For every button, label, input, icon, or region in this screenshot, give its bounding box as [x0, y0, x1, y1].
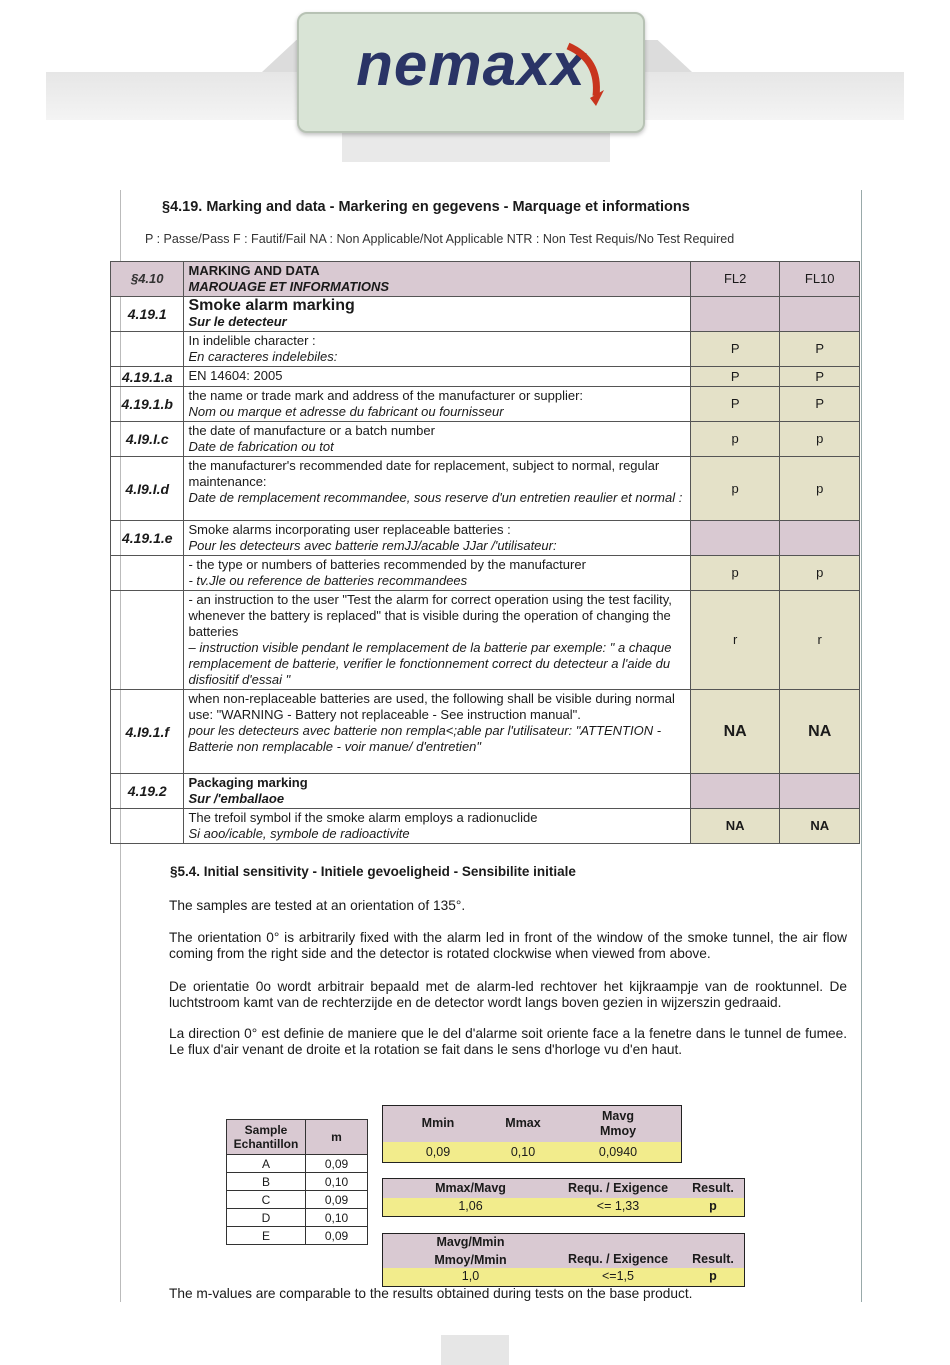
box1-mmin-label: Mmin: [421, 1116, 455, 1130]
stats-box-3-values: [383, 1268, 744, 1286]
para-nl: De orientatie 0o wordt arbitrair bepaald met de alarm-led rechtover het kijkraampje van de rooktunnel. De luchtstroom kamt van de rechterzijde en de detector wordt langs boven gezien in wijzerszin gedraaid.: [169, 979, 847, 1010]
row-result-fl10: [780, 297, 860, 332]
box3-ratio-label: Mavg/Mmin: [436, 1235, 505, 1249]
row-fr: pour les detecteurs avec batterie non rempla<;able par l'utilisateur: "ATTENTION - Batterie non remplacable - voir manue/ d'entretien": [188, 723, 662, 754]
logo-swoosh-icon: [560, 40, 610, 110]
legend-line: P : Passe/Pass F : Fautif/Fail NA : Non Applicable/Not Applicable NTR : Non Test Requis/No Test Required: [145, 232, 735, 246]
row-result-fl10: P: [780, 332, 860, 367]
box2-requirement-value: <= 1,33: [596, 1199, 640, 1213]
row-result-fl2: NA: [690, 809, 780, 844]
box2-requirement-label: Requ. / Exigence: [567, 1181, 669, 1195]
row-result-fl2: [690, 521, 780, 556]
marking-table: [110, 261, 860, 844]
samples-head-fr: Echantillon: [233, 1137, 299, 1151]
row-text: [184, 690, 690, 774]
box1-mmax-value: 0,10: [510, 1145, 536, 1159]
box1-mavg-value: 0,0940: [598, 1145, 638, 1159]
sample-m: 0,10: [306, 1209, 368, 1227]
row-fr: Pour les detecteurs avec batterie remJJ/acable JJar /'utilisateur:: [188, 538, 557, 553]
row-result-fl10: [780, 774, 860, 809]
row-text: [184, 556, 690, 591]
box2-result-label: Result.: [692, 1181, 734, 1195]
section-419-title: §4.19. Marking and data - Markering en gegevens - Marquage et informations: [162, 199, 690, 215]
row-text: [184, 297, 690, 332]
row-num: 4.19.1.e: [111, 521, 184, 556]
row-num: [111, 591, 184, 690]
row-en: Packaging marking: [188, 775, 308, 790]
row-num: [111, 332, 184, 367]
box1-mmoy-label: Mmoy: [599, 1124, 637, 1138]
row-result-fl10: P: [780, 367, 860, 387]
box3-requirement-value: <=1,5: [602, 1269, 634, 1283]
stats-box-2-header: [383, 1179, 744, 1198]
row-en: the manufacturer's recommended date for replacement, subject to normal, regular maintenance:: [188, 458, 660, 489]
row-text: [184, 367, 690, 387]
box3-ratio-value: 1,0: [461, 1269, 480, 1283]
box3-requirement-label: Requ. / Exigence: [567, 1252, 669, 1266]
box3-ratio-label-fr: Mmoy/Mmin: [434, 1253, 507, 1267]
header-col-fl10: FL10: [780, 262, 860, 297]
row-num: 4.19.1.b: [111, 387, 184, 422]
section-54-title: §5.4. Initial sensitivity - Initiele gevoeligheid - Sensibilite initiale: [170, 864, 576, 879]
row-num: 4.I9.1.f: [111, 690, 184, 774]
row-en: the date of manufacture or a batch number: [188, 423, 435, 438]
box1-mmin-value: 0,09: [425, 1145, 451, 1159]
row-num: [111, 556, 184, 591]
row-fr: En caracteres indelebiles:: [188, 349, 338, 364]
row-result-fl2: [690, 297, 780, 332]
row-num: 4.I9.I.d: [111, 457, 184, 521]
row-result-fl2: [690, 774, 780, 809]
row-en: - the type or numbers of batteries recommended by the manufacturer: [188, 557, 586, 572]
para-fr: La direction 0° est definie de maniere que le del d'alarme soit oriente face a la fenetre dans le tunnel de fumee. Le flux d'air venant de droite et la rotation se fait dans le sens d'horloge vu d'en haut.: [169, 1026, 847, 1057]
row-fr: - tv.Jle ou reference de batteries recommandees: [188, 573, 468, 588]
box2-result-value: p: [709, 1199, 717, 1213]
sample-id: D: [227, 1209, 306, 1227]
row-text: [184, 422, 690, 457]
row-result-fl2: r: [690, 591, 780, 690]
stats-box-3-header: [383, 1234, 744, 1268]
row-fr: Sur le detecteur: [188, 314, 287, 329]
stats-box-1-values: [383, 1142, 681, 1162]
row-result-fl2: p: [690, 422, 780, 457]
row-fr: Sur /'emballaoe: [188, 791, 285, 806]
samples-head-sample: [227, 1120, 306, 1155]
sample-m: 0,09: [306, 1227, 368, 1245]
row-text: [184, 809, 690, 844]
box3-result-value: p: [709, 1269, 717, 1283]
row-text: [184, 774, 690, 809]
box2-ratio-label: Mmax/Mavg: [435, 1181, 506, 1195]
orientation-text: The samples are tested at an orientation of 135°.: [169, 898, 466, 913]
box1-mavg-label: Mavg: [602, 1109, 634, 1123]
sample-m: 0,10: [306, 1173, 368, 1191]
row-fr: Nom ou marque et adresse du fabricant ou fournisseur: [188, 404, 504, 419]
row-fr: Si aoo/icable, symbole de radioactivite: [188, 826, 410, 841]
sample-m: 0,09: [306, 1155, 368, 1173]
row-en: Smoke alarm marking: [188, 297, 355, 314]
row-en: when non-replaceable batteries are used, the following shall be visible during normal use: "WARNING - Battery not replaceable - See instruction manual".: [188, 691, 675, 722]
row-en: the name or trade mark and address of the manufacturer or supplier:: [188, 388, 584, 403]
stats-box-1: [382, 1105, 682, 1163]
stats-box-1-header: [383, 1106, 681, 1142]
row-en: The trefoil symbol if the smoke alarm employs a radionuclide: [188, 810, 538, 825]
header-title-en: MARKING AND DATA: [188, 263, 320, 278]
box3-result-label: Result.: [692, 1252, 734, 1266]
conclusion-text: The m-values are comparable to the results obtained during tests on the base product.: [169, 1286, 693, 1301]
samples-head-en: Sample: [244, 1123, 288, 1137]
sample-id: C: [227, 1191, 306, 1209]
box2-ratio-value: 1,06: [458, 1199, 483, 1213]
row-en: - an instruction to the user "Test the alarm for correct operation using the test facility, whenever the battery is replaced" that is visible during the operation of changing the batteries: [188, 592, 672, 639]
sample-m: 0,09: [306, 1191, 368, 1209]
row-num: 4.19.2: [111, 774, 184, 809]
row-fr: Date de fabrication ou tot: [188, 439, 334, 454]
logo-text: nemaxx: [356, 31, 586, 98]
samples-table: [226, 1119, 368, 1245]
samples-head-m: m: [306, 1120, 368, 1155]
row-num: [111, 809, 184, 844]
header-title-fr: MAROUAGE ET INFORMATIONS: [188, 279, 390, 294]
footer-tab: [441, 1335, 509, 1365]
header-col-fl2: FL2: [690, 262, 780, 297]
row-text: [184, 457, 690, 521]
row-result-fl10: NA: [780, 690, 860, 774]
row-result-fl2: P: [690, 332, 780, 367]
row-result-fl2: P: [690, 387, 780, 422]
sample-id: A: [227, 1155, 306, 1173]
row-num: 4.19.1.a: [111, 367, 184, 387]
stats-box-2: [382, 1178, 745, 1217]
row-result-fl10: NA: [780, 809, 860, 844]
para-en: The orientation 0° is arbitrarily fixed with the alarm led in front of the window of the smoke tunnel, the air flow coming from the right side and the detector is rotated clockwise when viewed from above.: [169, 930, 847, 961]
row-result-fl10: p: [780, 556, 860, 591]
stats-box-2-values: [383, 1198, 744, 1216]
row-en: In indelible character :: [188, 333, 316, 348]
row-result-fl2: p: [690, 457, 780, 521]
row-result-fl2: NA: [690, 690, 780, 774]
row-fr: Date de remplacement recommandee, sous reserve d'un entretien reaulier et normal :: [188, 490, 683, 505]
row-result-fl2: p: [690, 556, 780, 591]
row-text: [184, 387, 690, 422]
row-result-fl10: [780, 521, 860, 556]
row-result-fl2: P: [690, 367, 780, 387]
row-num: 4.I9.I.c: [111, 422, 184, 457]
row-text: [184, 332, 690, 367]
header-title: [184, 262, 690, 297]
row-text: [184, 521, 690, 556]
row-result-fl10: p: [780, 457, 860, 521]
sample-id: E: [227, 1227, 306, 1245]
stats-box-3: [382, 1233, 745, 1287]
row-num: 4.19.1: [111, 297, 184, 332]
row-result-fl10: r: [780, 591, 860, 690]
row-result-fl10: P: [780, 387, 860, 422]
header-num: §4.10: [111, 262, 184, 297]
row-text: [184, 591, 690, 690]
row-result-fl10: p: [780, 422, 860, 457]
row-en: Smoke alarms incorporating user replaceable batteries :: [188, 522, 511, 537]
sample-id: B: [227, 1173, 306, 1191]
row-en: EN 14604: 2005: [188, 368, 283, 383]
row-fr: – instruction visible pendant le remplacement de la batterie par exemple: " a chaque remplacement de batterie, verifier le fonctionnement correct du detecteur a l'aide du disfiositif d'essai ": [188, 640, 672, 687]
box1-mmax-label: Mmax: [505, 1116, 541, 1130]
